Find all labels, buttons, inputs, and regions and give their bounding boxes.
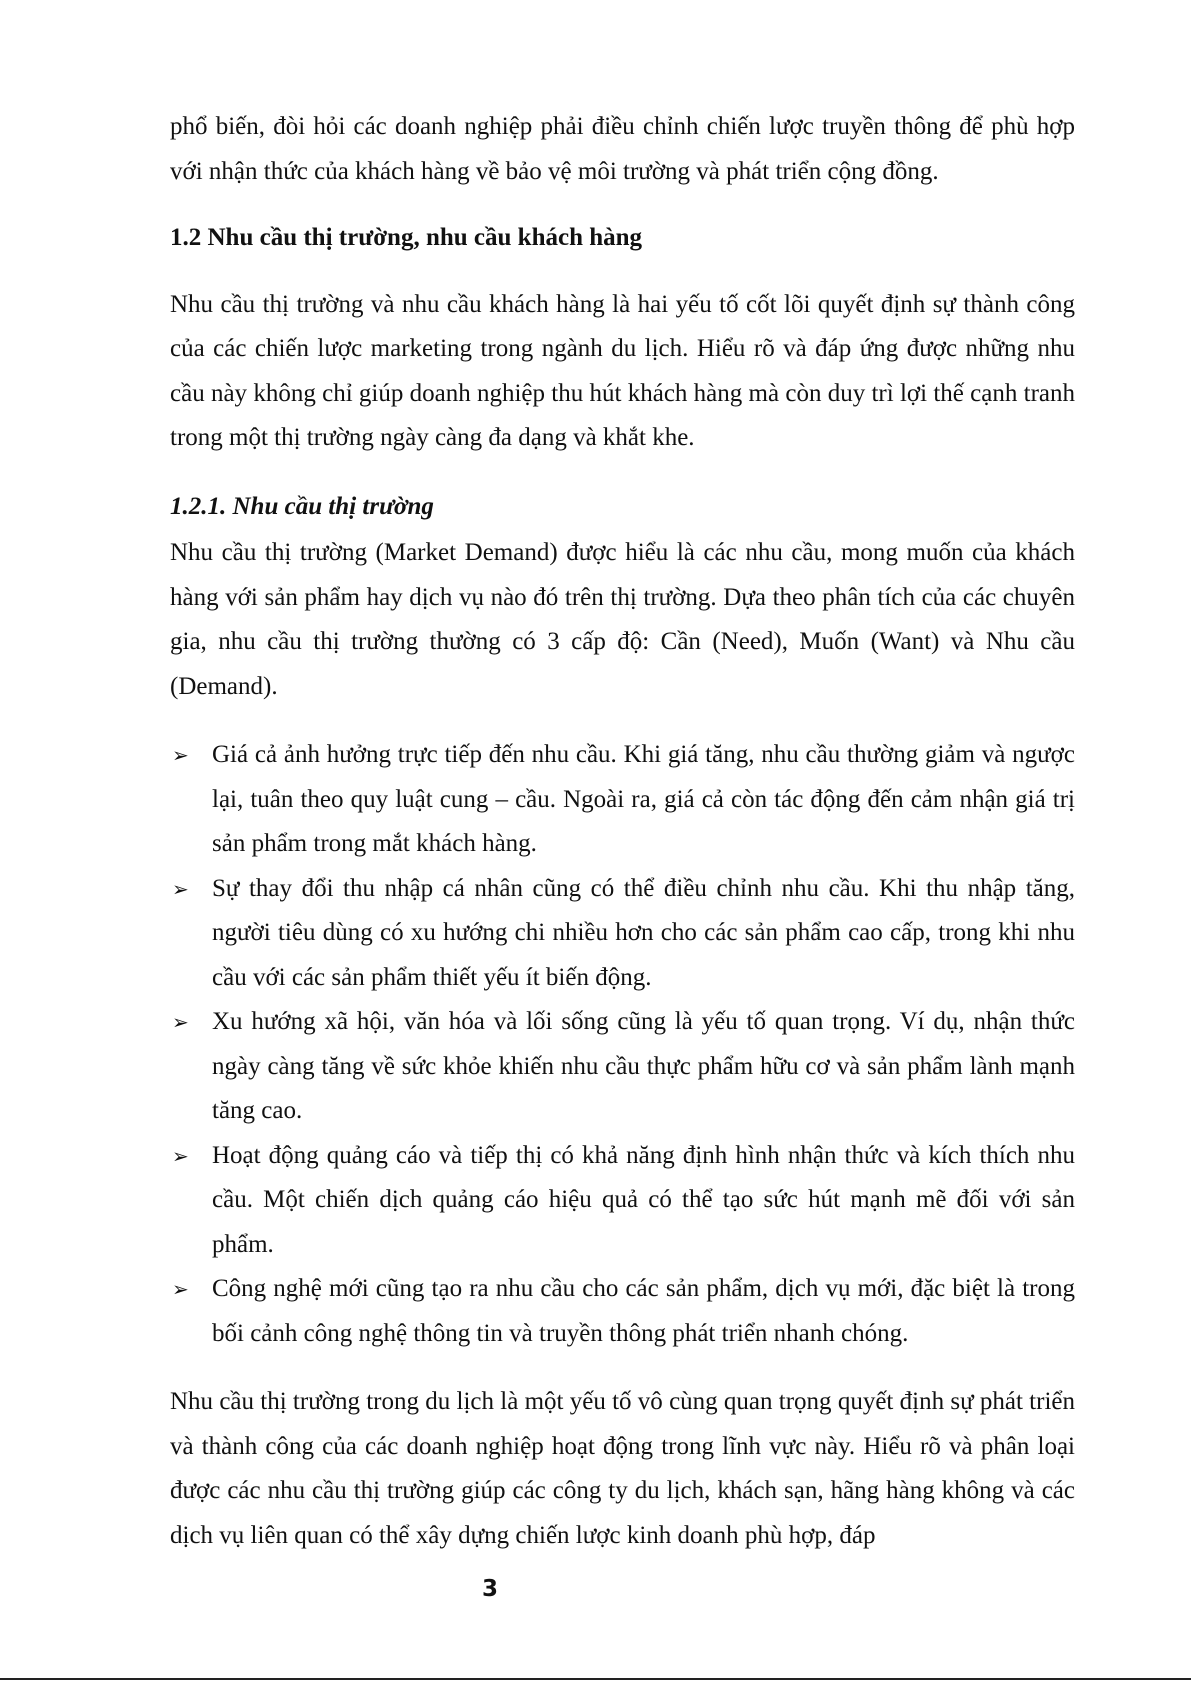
section-paragraph: Nhu cầu thị trường và nhu cầu khách hàng là hai yếu tố cốt lõi quyết định sự thành công của các chiến lược marketing trong ngành du lịch. Hiểu rõ và đáp ứng được những nhu cầu này không chỉ giúp doanh nghiệp thu hút khách hàng mà còn duy trì lợi thế cạnh tranh trong một thị trường ngày càng đa dạng và khắt khe. <box>170 290 1075 451</box>
bullet-text: Công nghệ mới cũng tạo ra nhu cầu cho các sản phẩm, dịch vụ mới, đặc biệt là trong bối cảnh công nghệ thông tin và truyền thông phát triển nhanh chóng. <box>212 1275 1075 1347</box>
bullet-list <box>170 733 1075 1356</box>
section-heading: 1.2 Nhu cầu thị trường, nhu cầu khách hàng <box>170 224 643 251</box>
arrowhead-bullet-icon: ➢ <box>172 876 189 901</box>
arrowhead-bullet-icon: ➢ <box>172 1277 189 1301</box>
bullet-item <box>170 733 1075 867</box>
bullet-text: Giá cả ảnh hưởng trực tiếp đến nhu cầu. Khi giá tăng, nhu cầu thường giảm và ngược lại, tuân theo quy luật cung – cầu. Ngoài ra, giá cả còn tác động đến cảm nhận giá trị sản phẩm trong mắt khách hàng. <box>212 741 1075 857</box>
bullet-item <box>170 1134 1075 1268</box>
arrowhead-bullet-icon: ➢ <box>172 1143 189 1168</box>
intro-paragraph: phổ biến, đòi hỏi các doanh nghiệp phải điều chỉnh chiến lược truyền thông để phù hợp với nhận thức của khách hàng về bảo vệ môi trường và phát triển cộng đồng. <box>170 113 1075 185</box>
bullet-item <box>170 1000 1075 1134</box>
arrowhead-bullet-icon: ➢ <box>172 1010 189 1034</box>
arrowhead-bullet-icon: ➢ <box>172 743 189 767</box>
subsection-paragraph: Nhu cầu thị trường (Market Demand) được hiểu là các nhu cầu, mong muốn của khách hàng với sản phẩm hay dịch vụ nào đó trên thị trường. Dựa theo phân tích của các chuyên gia, nhu cầu thị trường thường có 3 cấp độ: Cần (Need), Muốn (Want) và Nhu cầu (Demand). <box>170 539 1075 700</box>
subsection-heading: 1.2.1. Nhu cầu thị trường <box>170 492 434 520</box>
bullet-list-container <box>170 733 1075 1356</box>
bullet-text: Hoạt động quảng cáo và tiếp thị có khả năng định hình nhận thức và kích thích nhu cầu. Một chiến dịch quảng cáo hiệu quả có thể tạo sức hút mạnh mẽ đối với sản phẩm. <box>212 1141 1075 1258</box>
bullet-text: Sự thay đổi thu nhập cá nhân cũng có thể điều chỉnh nhu cầu. Khi thu nhập tăng, người tiêu dùng có xu hướng chi nhiều hơn cho các sản phẩm cao cấp, trong khi nhu cầu với các sản phẩm thiết yếu ít biến động. <box>212 874 1075 991</box>
bullet-item <box>170 867 1075 1001</box>
closing-paragraph: Nhu cầu thị trường trong du lịch là một yếu tố vô cùng quan trọng quyết định sự phát triển và thành công của các doanh nghiệp hoạt động trong lĩnh vực này. Hiểu rõ và phân loại được các nhu cầu thị trường giúp các công ty du lịch, khách sạn, hãng hàng không và các dịch vụ liên quan có thể xây dựng chiến lược kinh doanh phù hợp, đáp <box>170 1388 1075 1549</box>
footer-divider <box>0 1678 1191 1680</box>
bullet-text: Xu hướng xã hội, văn hóa và lối sống cũng là yếu tố quan trọng. Ví dụ, nhận thức ngày càng tăng về sức khỏe khiến nhu cầu thực phẩm hữu cơ và sản phẩm lành mạnh tăng cao. <box>212 1008 1075 1124</box>
document-page <box>170 105 1075 1558</box>
bullet-item <box>170 1267 1075 1356</box>
page-number: 3 <box>481 1576 498 1602</box>
